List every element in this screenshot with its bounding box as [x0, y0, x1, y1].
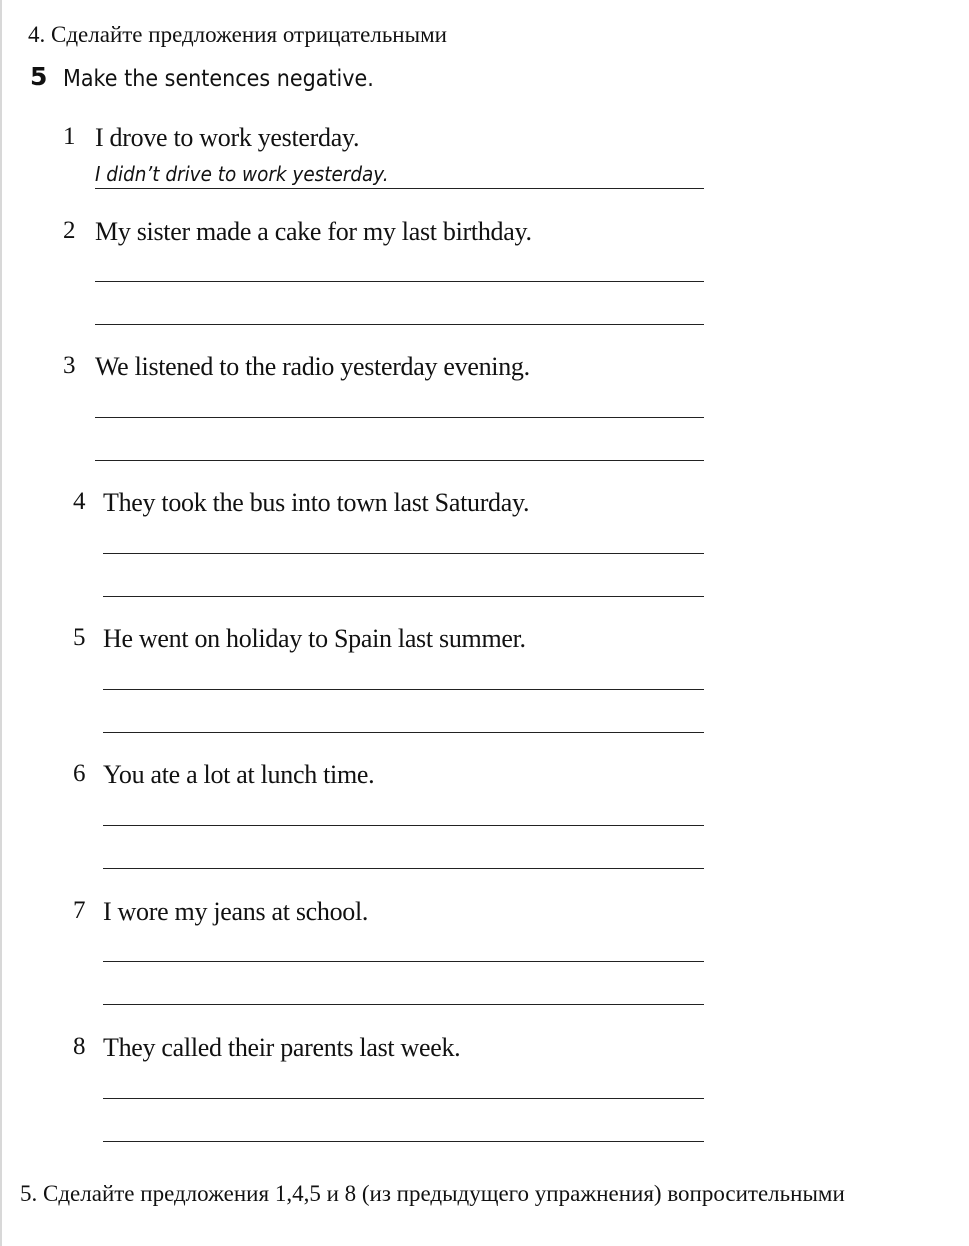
item-3-number: 3 [63, 352, 76, 379]
item-3-answer-line-1[interactable] [95, 417, 704, 418]
item-3-sentence: We listened to the radio yesterday evening. [95, 352, 530, 381]
item-7-answer-line-2[interactable] [103, 1004, 704, 1005]
item-1-answer-line [95, 188, 704, 189]
item-4-answer-line-1[interactable] [103, 553, 704, 554]
item-1-number: 1 [63, 123, 76, 150]
item-2-answer-line-2[interactable] [95, 324, 704, 325]
item-8-answer-line-1[interactable] [103, 1098, 704, 1099]
exercise-number: 5 [30, 62, 48, 91]
item-1-sentence: I drove to work yesterday. [95, 123, 360, 152]
item-1-example-answer: I didn’t drive to work yesterday. [95, 162, 389, 186]
item-6-answer-line-2[interactable] [103, 868, 704, 869]
item-2-sentence: My sister made a cake for my last birthday. [95, 217, 532, 246]
page-left-edge [0, 0, 2, 1246]
item-4-answer-line-2[interactable] [103, 596, 704, 597]
task-5-heading: 5. Сделайте предложения 1,4,5 и 8 (из предыдущего упражнения) вопросительными [20, 1181, 845, 1206]
item-2-number: 2 [63, 217, 76, 244]
item-3-answer-line-2[interactable] [95, 460, 704, 461]
item-5-number: 5 [73, 624, 86, 651]
item-8-sentence: They called their parents last week. [103, 1033, 461, 1062]
item-7-answer-line-1[interactable] [103, 961, 704, 962]
task-4-heading: 4. Сделайте предложения отрицательными [28, 22, 447, 47]
item-5-answer-line-2[interactable] [103, 732, 704, 733]
item-7-number: 7 [73, 897, 86, 924]
item-6-sentence: You ate a lot at lunch time. [103, 760, 375, 789]
item-8-answer-line-2[interactable] [103, 1141, 704, 1142]
exercise-instruction: Make the sentences negative. [63, 66, 374, 92]
item-8-number: 8 [73, 1033, 86, 1060]
item-7-sentence: I wore my jeans at school. [103, 897, 369, 926]
item-5-sentence: He went on holiday to Spain last summer. [103, 624, 526, 653]
item-5-answer-line-1[interactable] [103, 689, 704, 690]
item-6-number: 6 [73, 760, 86, 787]
item-4-number: 4 [73, 488, 86, 515]
item-2-answer-line-1[interactable] [95, 281, 704, 282]
item-6-answer-line-1[interactable] [103, 825, 704, 826]
item-4-sentence: They took the bus into town last Saturday. [103, 488, 530, 517]
